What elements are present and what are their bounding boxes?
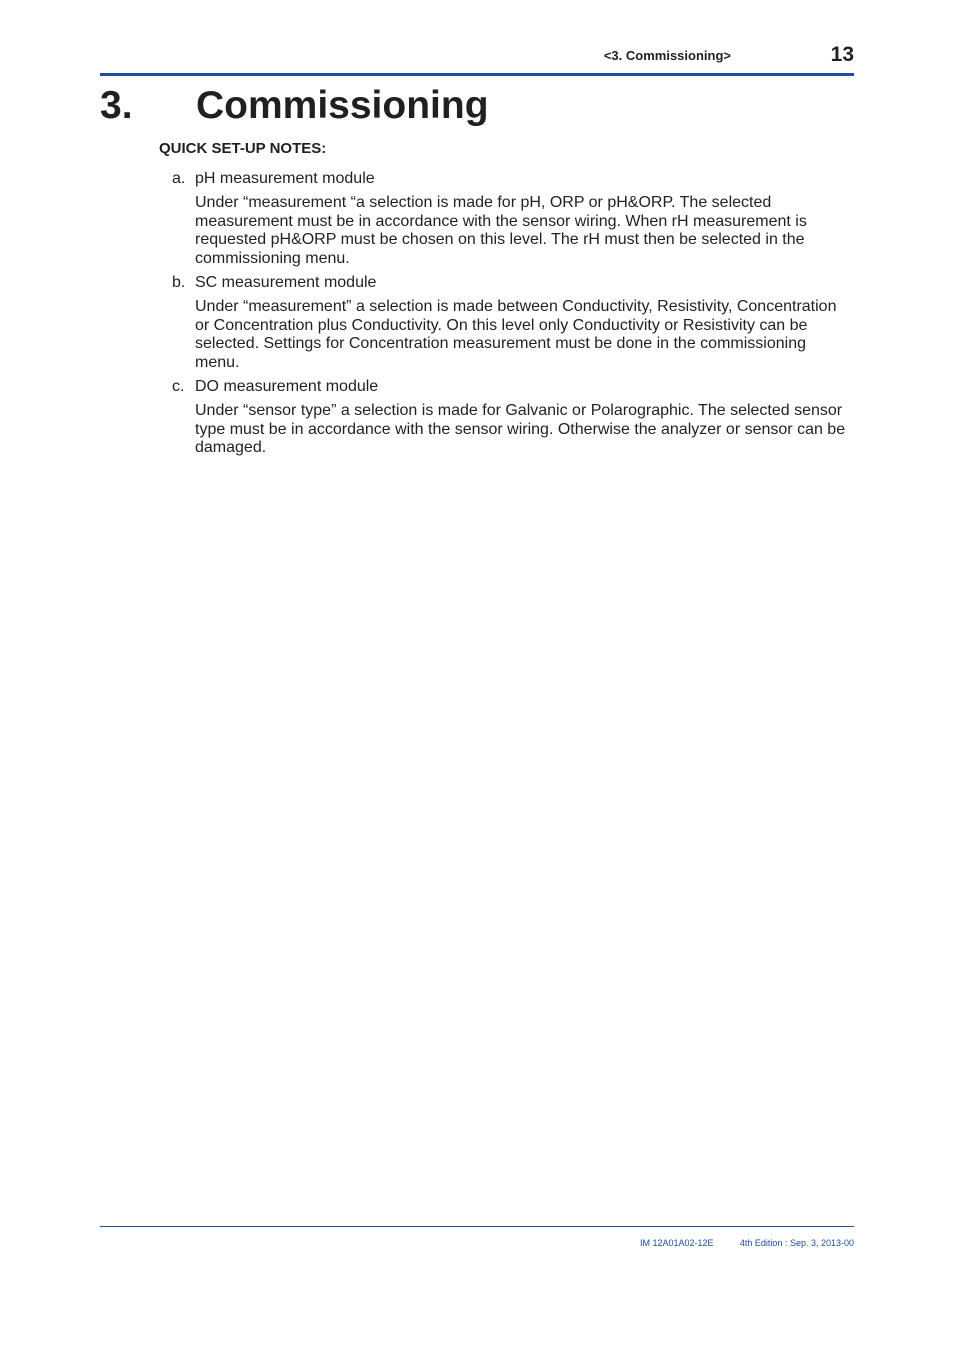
quick-setup-heading: QUICK SET-UP NOTES: (159, 140, 327, 157)
footer-doc-id: IM 12A01A02-12E (640, 1238, 714, 1248)
note-letter: b. (172, 274, 186, 291)
footer-rule (100, 1226, 854, 1227)
note-item-do (172, 377, 854, 458)
header-rule (100, 73, 854, 76)
chapter-title: Commissioning (196, 84, 489, 127)
note-body: Under “measurement” a selection is made between Conductivity, Resistivity, Concentration or Concentration plus Conductivity. On this level only Conductivity or Resistivity can be selected. Settings for Concentration measurement must be done in the commissioning menu. (195, 298, 837, 371)
running-head: <3. Commissioning> (603, 48, 731, 63)
note-head (172, 377, 854, 397)
note-head (172, 169, 854, 189)
note-head (172, 273, 854, 293)
chapter-number: 3. (100, 84, 133, 127)
page-number: 13 (830, 43, 854, 66)
note-title: SC measurement module (195, 274, 377, 291)
note-letter: c. (172, 378, 185, 395)
footer-edition: 4th Edition : Sep. 3, 2013-00 (739, 1238, 854, 1248)
note-item-sc (172, 273, 854, 372)
quick-setup-list (172, 169, 854, 463)
note-title: DO measurement module (195, 378, 379, 395)
note-letter: a. (172, 170, 186, 187)
note-body: Under “sensor type” a selection is made for Galvanic or Polarographic. The selected sensor type must be in accordance with the sensor wiring. Otherwise the analyzer or sensor can be damaged. (195, 402, 846, 456)
note-item-ph (172, 169, 854, 268)
note-body: Under “measurement “a selection is made for pH, ORP or pH&ORP. The selected measurement must be in accordance with the sensor wiring. When rH measurement is requested pH&ORP must be chosen on this level. The rH must then be selected in the commissioning menu. (195, 194, 807, 267)
note-title: pH measurement module (195, 170, 375, 187)
